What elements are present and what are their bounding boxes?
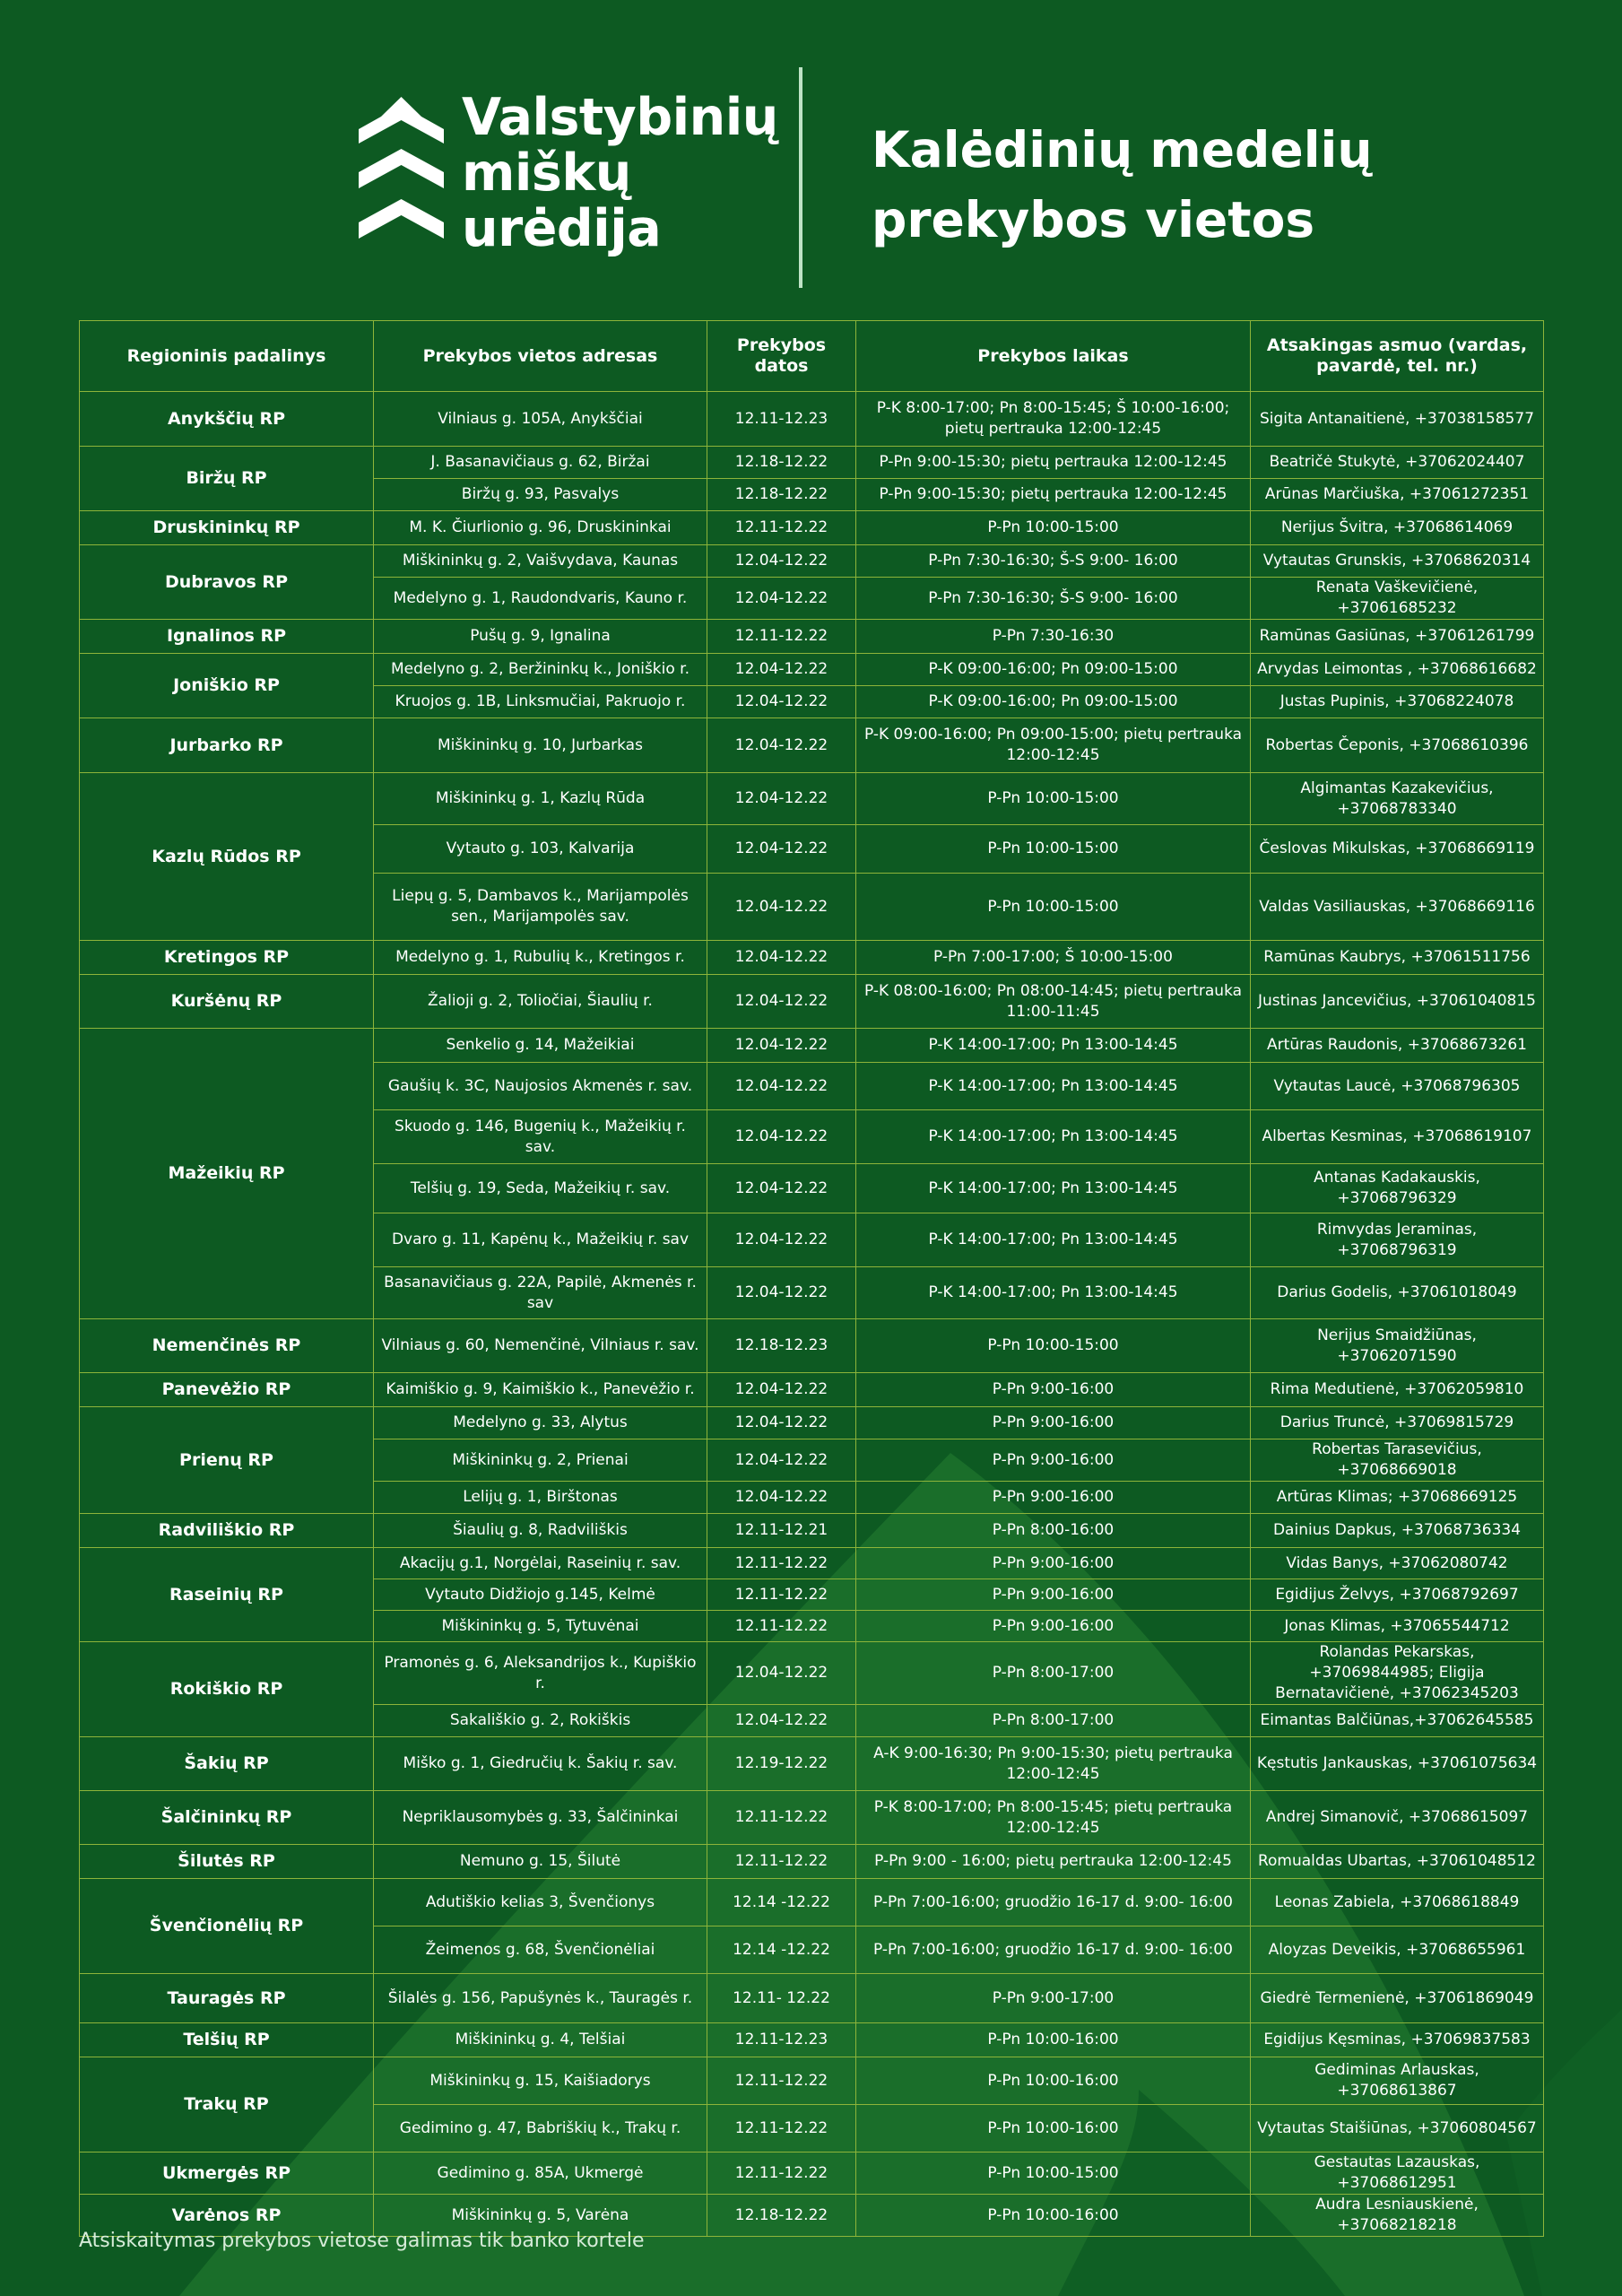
- time-cell: P-Pn 9:00-15:30; pietų pertrauka 12:00-12:45: [856, 479, 1251, 511]
- time-cell: P-Pn 7:30-16:30: [856, 620, 1251, 654]
- time-cell: P-K 8:00-17:00; Pn 8:00-15:45; Š 10:00-16:00; pietų pertrauka 12:00-12:45: [856, 392, 1251, 447]
- table-row: [80, 1791, 1544, 1845]
- dates-cell: 12.11-12.22: [707, 511, 856, 545]
- dates-cell: 12.04-12.22: [707, 1482, 856, 1514]
- address-cell: Dvaro g. 11, Kapėnų k., Mažeikių r. sav: [374, 1213, 707, 1267]
- time-cell: P-Pn 10:00-15:00: [856, 773, 1251, 825]
- time-cell: P-Pn 8:00-17:00: [856, 1642, 1251, 1705]
- region-cell: Trakų RP: [80, 2057, 374, 2152]
- address-cell: Basanavičiaus g. 22A, Papilė, Akmenės r. sav: [374, 1267, 707, 1319]
- dates-cell: 12.04-12.22: [707, 1407, 856, 1439]
- dates-cell: 12.11-12.22: [707, 620, 856, 654]
- region-cell: Jurbarko RP: [80, 718, 374, 773]
- address-cell: Adutiškio kelias 3, Švenčionys: [374, 1879, 707, 1926]
- logo-line-2: miškų: [462, 144, 631, 203]
- tree-logo-icon: [359, 97, 444, 258]
- time-cell: P-K 14:00-17:00; Pn 13:00-14:45: [856, 1063, 1251, 1110]
- address-cell: Žeimenos g. 68, Švenčionėliai: [374, 1926, 707, 1974]
- table-row: [80, 975, 1544, 1029]
- region-cell: Šilutės RP: [80, 1845, 374, 1879]
- time-cell: P-Pn 10:00-16:00: [856, 2195, 1251, 2237]
- table-row: [80, 392, 1544, 447]
- address-cell: Skuodo g. 146, Bugenių k., Mažeikių r. sav.: [374, 1110, 707, 1164]
- address-cell: Medelyno g. 33, Alytus: [374, 1407, 707, 1439]
- dates-cell: 12.11-12.23: [707, 2023, 856, 2057]
- time-cell: P-Pn 9:00-17:00: [856, 1974, 1251, 2023]
- dates-cell: 12.11-12.22: [707, 1791, 856, 1845]
- address-cell: Vytauto g. 103, Kalvarija: [374, 825, 707, 874]
- dates-cell: 12.04-12.22: [707, 1213, 856, 1267]
- person-cell: Gestautas Lazauskas, +37068612951: [1251, 2152, 1544, 2195]
- region-cell: Nemenčinės RP: [80, 1319, 374, 1373]
- region-cell: Dubravos RP: [80, 545, 374, 620]
- dates-cell: 12.18-12.22: [707, 479, 856, 511]
- dates-cell: 12.04-12.22: [707, 1439, 856, 1482]
- address-cell: Miškininkų g. 5, Tytuvėnai: [374, 1611, 707, 1642]
- address-cell: Gaušių k. 3C, Naujosios Akmenės r. sav.: [374, 1063, 707, 1110]
- table-row: [80, 2057, 1544, 2105]
- time-cell: P-K 14:00-17:00; Pn 13:00-14:45: [856, 1164, 1251, 1213]
- region-cell: Anykščių RP: [80, 392, 374, 447]
- dates-cell: 12.04-12.22: [707, 1029, 856, 1063]
- header-address: Prekybos vietos adresas: [374, 321, 707, 392]
- address-cell: Miškininkų g. 2, Vaišvydava, Kaunas: [374, 545, 707, 578]
- time-cell: P-Pn 10:00-15:00: [856, 511, 1251, 545]
- person-cell: Antanas Kadakauskis, +37068796329: [1251, 1164, 1544, 1213]
- table-row: [80, 1029, 1544, 1063]
- time-cell: P-K 14:00-17:00; Pn 13:00-14:45: [856, 1110, 1251, 1164]
- region-cell: Švenčionėlių RP: [80, 1879, 374, 1974]
- person-cell: Rimvydas Jeraminas, +37068796319: [1251, 1213, 1544, 1267]
- time-cell: P-Pn 8:00-17:00: [856, 1705, 1251, 1737]
- time-cell: P-Pn 9:00-16:00: [856, 1579, 1251, 1611]
- address-cell: Lelijų g. 1, Birštonas: [374, 1482, 707, 1514]
- person-cell: Jonas Klimas, +37065544712: [1251, 1611, 1544, 1642]
- title-line-2: prekybos vietos: [872, 191, 1315, 248]
- dates-cell: 12.04-12.22: [707, 1642, 856, 1705]
- region-cell: Kretingos RP: [80, 941, 374, 975]
- address-cell: Vilniaus g. 60, Nemenčinė, Vilniaus r. sav.: [374, 1319, 707, 1373]
- person-cell: Algimantas Kazakevičius, +37068783340: [1251, 773, 1544, 825]
- time-cell: P-K 14:00-17:00; Pn 13:00-14:45: [856, 1029, 1251, 1063]
- address-cell: Gedimino g. 85A, Ukmergė: [374, 2152, 707, 2195]
- dates-cell: 12.14 -12.22: [707, 1926, 856, 1974]
- time-cell: P-Pn 9:00 - 16:00; pietų pertrauka 12:00-12:45: [856, 1845, 1251, 1879]
- address-cell: Gedimino g. 47, Babriškių k., Trakų r.: [374, 2105, 707, 2152]
- dates-cell: 12.11-12.21: [707, 1514, 856, 1548]
- region-cell: Joniškio RP: [80, 654, 374, 718]
- time-cell: A-K 9:00-16:30; Pn 9:00-15:30; pietų pertrauka 12:00-12:45: [856, 1737, 1251, 1791]
- dates-cell: 12.04-12.22: [707, 773, 856, 825]
- person-cell: Aloyzas Deveikis, +37068655961: [1251, 1926, 1544, 1974]
- address-cell: Biržų g. 93, Pasvalys: [374, 479, 707, 511]
- table-row: [80, 1373, 1544, 1407]
- logo-line-3: urėdija: [462, 199, 662, 258]
- table-row: [80, 545, 1544, 578]
- dates-cell: 12.04-12.22: [707, 1705, 856, 1737]
- address-cell: Nemuno g. 15, Šilutė: [374, 1845, 707, 1879]
- address-cell: Šiaulių g. 8, Radviliškis: [374, 1514, 707, 1548]
- person-cell: Nerijus Švitra, +37068614069: [1251, 511, 1544, 545]
- person-cell: Artūras Raudonis, +37068673261: [1251, 1029, 1544, 1063]
- region-cell: Rokiškio RP: [80, 1642, 374, 1737]
- address-cell: Vilniaus g. 105A, Anykščiai: [374, 392, 707, 447]
- page-title: [872, 115, 1373, 255]
- address-cell: Žalioji g. 2, Toliočiai, Šiaulių r.: [374, 975, 707, 1029]
- table-row: [80, 1548, 1544, 1579]
- dates-cell: 12.18-12.22: [707, 447, 856, 479]
- time-cell: P-K 14:00-17:00; Pn 13:00-14:45: [856, 1213, 1251, 1267]
- person-cell: Leonas Zabiela, +37068618849: [1251, 1879, 1544, 1926]
- dates-cell: 12.04-12.22: [707, 654, 856, 686]
- time-cell: P-Pn 9:00-16:00: [856, 1482, 1251, 1514]
- region-cell: Druskininkų RP: [80, 511, 374, 545]
- address-cell: J. Basanavičiaus g. 62, Biržai: [374, 447, 707, 479]
- person-cell: Nerijus Smaidžiūnas, +37062071590: [1251, 1319, 1544, 1373]
- dates-cell: 12.04-12.22: [707, 545, 856, 578]
- time-cell: P-Pn 10:00-15:00: [856, 825, 1251, 874]
- dates-cell: 12.04-12.22: [707, 718, 856, 773]
- person-cell: Vytautas Laucė, +37068796305: [1251, 1063, 1544, 1110]
- time-cell: P-Pn 10:00-16:00: [856, 2023, 1251, 2057]
- region-cell: Mažeikių RP: [80, 1029, 374, 1319]
- table-row: [80, 1642, 1544, 1705]
- address-cell: Akacijų g.1, Norgėlai, Raseinių r. sav.: [374, 1548, 707, 1579]
- person-cell: Beatričė Stukytė, +37062024407: [1251, 447, 1544, 479]
- dates-cell: 12.04-12.22: [707, 686, 856, 718]
- address-cell: Medelyno g. 1, Rubulių k., Kretingos r.: [374, 941, 707, 975]
- table-row: [80, 1319, 1544, 1373]
- person-cell: Vytautas Staišiūnas, +37060804567: [1251, 2105, 1544, 2152]
- region-cell: Kazlų Rūdos RP: [80, 773, 374, 941]
- header-time: Prekybos laikas: [856, 321, 1251, 392]
- table-header-row: [80, 321, 1544, 392]
- time-cell: P-Pn 9:00-16:00: [856, 1439, 1251, 1482]
- address-cell: Liepų g. 5, Dambavos k., Marijampolės sen., Marijampolės sav.: [374, 874, 707, 941]
- time-cell: P-Pn 10:00-16:00: [856, 2057, 1251, 2105]
- person-cell: Andrej Simanovič, +37068615097: [1251, 1791, 1544, 1845]
- table-row: [80, 654, 1544, 686]
- time-cell: P-Pn 9:00-16:00: [856, 1407, 1251, 1439]
- table-row: [80, 718, 1544, 773]
- dates-cell: 12.04-12.22: [707, 1267, 856, 1319]
- table-row: [80, 511, 1544, 545]
- person-cell: Robertas Tarasevičius, +37068669018: [1251, 1439, 1544, 1482]
- address-cell: Telšių g. 19, Seda, Mažeikių r. sav.: [374, 1164, 707, 1213]
- dates-cell: 12.18-12.22: [707, 2195, 856, 2237]
- address-cell: Miškininkų g. 1, Kazlų Rūda: [374, 773, 707, 825]
- header-dates: Prekybos datos: [707, 321, 856, 392]
- time-cell: P-K 08:00-16:00; Pn 08:00-14:45; pietų pertrauka 11:00-11:45: [856, 975, 1251, 1029]
- address-cell: Miškininkų g. 2, Prienai: [374, 1439, 707, 1482]
- logo-text: [462, 90, 778, 257]
- time-cell: P-K 14:00-17:00; Pn 13:00-14:45: [856, 1267, 1251, 1319]
- address-cell: Miškininkų g. 5, Varėna: [374, 2195, 707, 2237]
- person-cell: Arūnas Marčiuška, +37061272351: [1251, 479, 1544, 511]
- person-cell: Giedrė Termenienė, +37061869049: [1251, 1974, 1544, 2023]
- address-cell: Miškininkų g. 4, Telšiai: [374, 2023, 707, 2057]
- region-cell: Šakių RP: [80, 1737, 374, 1791]
- region-cell: Varėnos RP: [80, 2195, 374, 2237]
- title-line-1: Kalėdinių medelių: [872, 121, 1373, 178]
- table-row: [80, 1974, 1544, 2023]
- dates-cell: 12.11-12.22: [707, 1548, 856, 1579]
- address-cell: Pušų g. 9, Ignalina: [374, 620, 707, 654]
- table-row: [80, 620, 1544, 654]
- address-cell: Medelyno g. 1, Raudondvaris, Kauno r.: [374, 578, 707, 620]
- person-cell: Ramūnas Gasiūnas, +37061261799: [1251, 620, 1544, 654]
- region-cell: Telšių RP: [80, 2023, 374, 2057]
- time-cell: P-Pn 7:30-16:30; Š-S 9:00- 16:00: [856, 578, 1251, 620]
- table-row: [80, 2023, 1544, 2057]
- logo-line-1: Valstybinių: [462, 88, 778, 147]
- table-row: [80, 1879, 1544, 1926]
- address-cell: Pramonės g. 6, Aleksandrijos k., Kupiškio r.: [374, 1642, 707, 1705]
- address-cell: M. K. Čiurlionio g. 96, Druskininkai: [374, 511, 707, 545]
- person-cell: Egidijus Želvys, +37068792697: [1251, 1579, 1544, 1611]
- dates-cell: 12.04-12.22: [707, 1373, 856, 1407]
- person-cell: Justas Pupinis, +37068224078: [1251, 686, 1544, 718]
- time-cell: P-Pn 9:00-16:00: [856, 1548, 1251, 1579]
- dates-cell: 12.04-12.22: [707, 1164, 856, 1213]
- time-cell: P-Pn 9:00-16:00: [856, 1611, 1251, 1642]
- time-cell: P-K 09:00-16:00; Pn 09:00-15:00; pietų pertrauka 12:00-12:45: [856, 718, 1251, 773]
- dates-cell: 12.11-12.22: [707, 1579, 856, 1611]
- dates-cell: 12.11- 12.22: [707, 1974, 856, 2023]
- time-cell: P-Pn 10:00-15:00: [856, 1319, 1251, 1373]
- dates-cell: 12.11-12.22: [707, 1611, 856, 1642]
- person-cell: Gediminas Arlauskas, +37068613867: [1251, 2057, 1544, 2105]
- person-cell: Česlovas Mikulskas, +37068669119: [1251, 825, 1544, 874]
- region-cell: Kuršėnų RP: [80, 975, 374, 1029]
- time-cell: P-Pn 9:00-15:30; pietų pertrauka 12:00-12:45: [856, 447, 1251, 479]
- region-cell: Raseinių RP: [80, 1548, 374, 1642]
- dates-cell: 12.11-12.22: [707, 1845, 856, 1879]
- header-divider: [799, 67, 802, 288]
- region-cell: Tauragės RP: [80, 1974, 374, 2023]
- address-cell: Sakališkio g. 2, Rokiškis: [374, 1705, 707, 1737]
- address-cell: Vytauto Didžiojo g.145, Kelmė: [374, 1579, 707, 1611]
- payment-note: Atsiskaitymas prekybos vietose galimas tik banko kortele: [79, 2230, 645, 2252]
- person-cell: Rolandas Pekarskas, +37069844985; Eligija Bernatavičienė, +37062345203: [1251, 1642, 1544, 1705]
- locations-table: [79, 320, 1544, 2237]
- region-cell: Radviliškio RP: [80, 1514, 374, 1548]
- dates-cell: 12.04-12.22: [707, 578, 856, 620]
- time-cell: P-Pn 7:00-16:00; gruodžio 16-17 d. 9:00- 16:00: [856, 1926, 1251, 1974]
- table-row: [80, 941, 1544, 975]
- time-cell: P-Pn 10:00-15:00: [856, 2152, 1251, 2195]
- person-cell: Artūras Klimas; +37068669125: [1251, 1482, 1544, 1514]
- dates-cell: 12.14 -12.22: [707, 1879, 856, 1926]
- table-row: [80, 1845, 1544, 1879]
- address-cell: Miškininkų g. 10, Jurbarkas: [374, 718, 707, 773]
- address-cell: Kaimiškio g. 9, Kaimiškio k., Panevėžio r.: [374, 1373, 707, 1407]
- time-cell: P-K 8:00-17:00; Pn 8:00-15:45; pietų pertrauka 12:00-12:45: [856, 1791, 1251, 1845]
- person-cell: Eimantas Balčiūnas,+37062645585: [1251, 1705, 1544, 1737]
- person-cell: Dainius Dapkus, +37068736334: [1251, 1514, 1544, 1548]
- address-cell: Senkelio g. 14, Mažeikiai: [374, 1029, 707, 1063]
- header-person: Atsakingas asmuo (vardas, pavardė, tel. nr.): [1251, 321, 1544, 392]
- address-cell: Nepriklausomybės g. 33, Šalčininkai: [374, 1791, 707, 1845]
- person-cell: Valdas Vasiliauskas, +37068669116: [1251, 874, 1544, 941]
- region-cell: Šalčininkų RP: [80, 1791, 374, 1845]
- time-cell: P-Pn 10:00-15:00: [856, 874, 1251, 941]
- dates-cell: 12.04-12.22: [707, 975, 856, 1029]
- time-cell: P-K 09:00-16:00; Pn 09:00-15:00: [856, 686, 1251, 718]
- table-body: [80, 392, 1544, 2237]
- table-row: [80, 447, 1544, 479]
- person-cell: Arvydas Leimontas , +37068616682: [1251, 654, 1544, 686]
- time-cell: P-Pn 8:00-16:00: [856, 1514, 1251, 1548]
- region-cell: Panevėžio RP: [80, 1373, 374, 1407]
- person-cell: Justinas Jancevičius, +37061040815: [1251, 975, 1544, 1029]
- person-cell: Albertas Kesminas, +37068619107: [1251, 1110, 1544, 1164]
- time-cell: P-Pn 10:00-16:00: [856, 2105, 1251, 2152]
- person-cell: Romualdas Ubartas, +37061048512: [1251, 1845, 1544, 1879]
- time-cell: P-Pn 9:00-16:00: [856, 1373, 1251, 1407]
- dates-cell: 12.11-12.22: [707, 2105, 856, 2152]
- person-cell: Vytautas Grunskis, +37068620314: [1251, 545, 1544, 578]
- header-region: Regioninis padalinys: [80, 321, 374, 392]
- person-cell: Kęstutis Jankauskas, +37061075634: [1251, 1737, 1544, 1791]
- region-cell: Ignalinos RP: [80, 620, 374, 654]
- dates-cell: 12.04-12.22: [707, 1063, 856, 1110]
- time-cell: P-Pn 7:30-16:30; Š-S 9:00- 16:00: [856, 545, 1251, 578]
- region-cell: Ukmergės RP: [80, 2152, 374, 2195]
- region-cell: Prienų RP: [80, 1407, 374, 1514]
- person-cell: Sigita Antanaitienė, +37038158577: [1251, 392, 1544, 447]
- time-cell: P-Pn 7:00-17:00; Š 10:00-15:00: [856, 941, 1251, 975]
- time-cell: P-Pn 7:00-16:00; gruodžio 16-17 d. 9:00- 16:00: [856, 1879, 1251, 1926]
- address-cell: Medelyno g. 2, Beržininkų k., Joniškio r.: [374, 654, 707, 686]
- dates-cell: 12.11-12.23: [707, 392, 856, 447]
- address-cell: Miško g. 1, Giedručių k. Šakių r. sav.: [374, 1737, 707, 1791]
- time-cell: P-K 09:00-16:00; Pn 09:00-15:00: [856, 654, 1251, 686]
- dates-cell: 12.04-12.22: [707, 825, 856, 874]
- dates-cell: 12.04-12.22: [707, 1110, 856, 1164]
- table-row: [80, 2152, 1544, 2195]
- address-cell: Kruojos g. 1B, Linksmučiai, Pakruojo r.: [374, 686, 707, 718]
- table-row: [80, 1514, 1544, 1548]
- person-cell: Vidas Banys, +37062080742: [1251, 1548, 1544, 1579]
- dates-cell: 12.18-12.23: [707, 1319, 856, 1373]
- table-row: [80, 1737, 1544, 1791]
- dates-cell: 12.04-12.22: [707, 874, 856, 941]
- dates-cell: 12.19-12.22: [707, 1737, 856, 1791]
- person-cell: Rima Medutienė, +37062059810: [1251, 1373, 1544, 1407]
- region-cell: Biržų RP: [80, 447, 374, 511]
- person-cell: Ramūnas Kaubrys, +37061511756: [1251, 941, 1544, 975]
- person-cell: Darius Truncė, +37069815729: [1251, 1407, 1544, 1439]
- person-cell: Darius Godelis, +37061018049: [1251, 1267, 1544, 1319]
- address-cell: Miškininkų g. 15, Kaišiadorys: [374, 2057, 707, 2105]
- table-row: [80, 1407, 1544, 1439]
- table-row: [80, 773, 1544, 825]
- person-cell: Renata Vaškevičienė, +37061685232: [1251, 578, 1544, 620]
- dates-cell: 12.04-12.22: [707, 941, 856, 975]
- person-cell: Audra Lesniauskienė, +37068218218: [1251, 2195, 1544, 2237]
- person-cell: Robertas Čeponis, +37068610396: [1251, 718, 1544, 773]
- dates-cell: 12.11-12.22: [707, 2057, 856, 2105]
- dates-cell: 12.11-12.22: [707, 2152, 856, 2195]
- person-cell: Egidijus Kęsminas, +37069837583: [1251, 2023, 1544, 2057]
- address-cell: Šilalės g. 156, Papušynės k., Tauragės r.: [374, 1974, 707, 2023]
